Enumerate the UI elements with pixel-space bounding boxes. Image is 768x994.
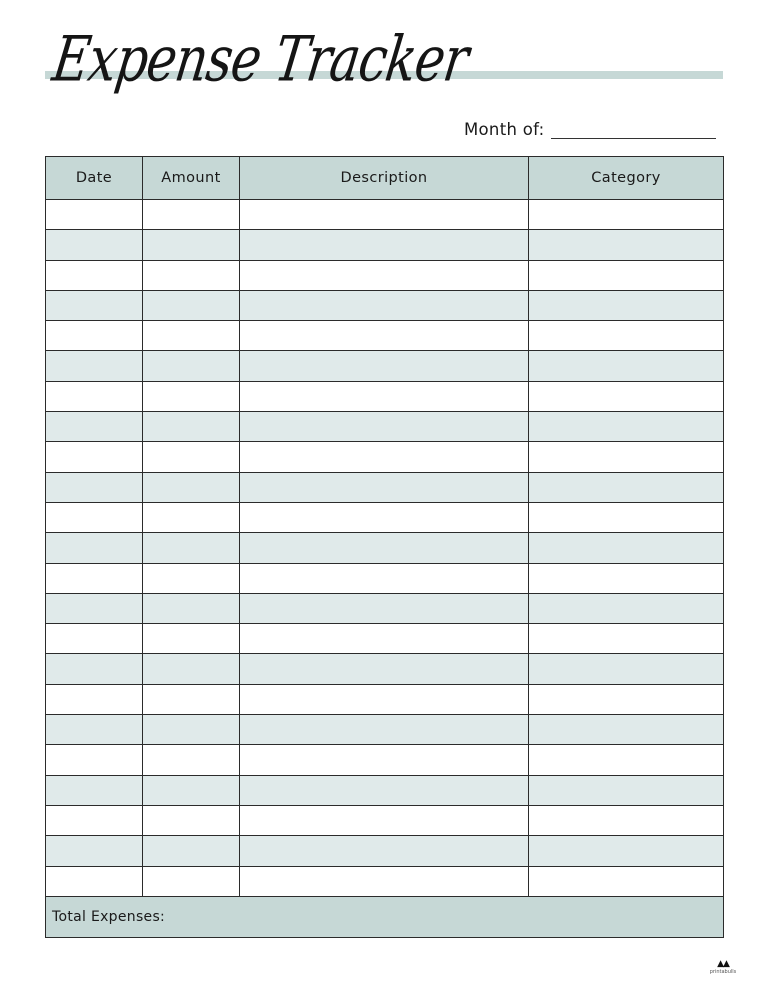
cell-date[interactable] bbox=[46, 290, 143, 320]
cell-category[interactable] bbox=[529, 563, 724, 593]
cell-category[interactable] bbox=[529, 260, 724, 290]
cell-category[interactable] bbox=[529, 200, 724, 230]
cell-date[interactable] bbox=[46, 502, 143, 532]
table-row bbox=[46, 472, 724, 502]
table-row bbox=[46, 775, 724, 805]
cell-category[interactable] bbox=[529, 351, 724, 381]
cell-category[interactable] bbox=[529, 442, 724, 472]
cell-category[interactable] bbox=[529, 805, 724, 835]
cell-date[interactable] bbox=[46, 351, 143, 381]
cell-amount[interactable] bbox=[143, 836, 240, 866]
cell-amount[interactable] bbox=[143, 654, 240, 684]
cell-category[interactable] bbox=[529, 230, 724, 260]
cell-date[interactable] bbox=[46, 805, 143, 835]
cell-amount[interactable] bbox=[143, 624, 240, 654]
cell-description[interactable] bbox=[240, 290, 529, 320]
cell-amount[interactable] bbox=[143, 472, 240, 502]
total-expenses-cell[interactable] bbox=[46, 896, 724, 937]
cell-date[interactable] bbox=[46, 533, 143, 563]
cell-date[interactable] bbox=[46, 321, 143, 351]
cell-date[interactable] bbox=[46, 684, 143, 714]
cell-category[interactable] bbox=[529, 654, 724, 684]
table-row bbox=[46, 381, 724, 411]
cell-date[interactable] bbox=[46, 412, 143, 442]
cell-description[interactable] bbox=[240, 715, 529, 745]
cell-description[interactable] bbox=[240, 442, 529, 472]
total-expenses-label: Total Expenses: bbox=[52, 908, 166, 925]
cell-description[interactable] bbox=[240, 624, 529, 654]
total-expenses-row bbox=[46, 896, 724, 937]
cell-amount[interactable] bbox=[143, 533, 240, 563]
table-row bbox=[46, 412, 724, 442]
cell-description[interactable] bbox=[240, 472, 529, 502]
cell-category[interactable] bbox=[529, 593, 724, 623]
bulls-icon: ▲▲ bbox=[717, 959, 729, 969]
table-row bbox=[46, 200, 724, 230]
cell-description[interactable] bbox=[240, 502, 529, 532]
cell-description[interactable] bbox=[240, 836, 529, 866]
cell-description[interactable] bbox=[240, 351, 529, 381]
column-header-amount: Amount bbox=[143, 157, 240, 200]
cell-amount[interactable] bbox=[143, 381, 240, 411]
page-title: Expense Tracker bbox=[48, 23, 473, 96]
cell-description[interactable] bbox=[240, 321, 529, 351]
cell-category[interactable] bbox=[529, 836, 724, 866]
table-row bbox=[46, 442, 724, 472]
table-row bbox=[46, 715, 724, 745]
cell-amount[interactable] bbox=[143, 502, 240, 532]
cell-date[interactable] bbox=[46, 715, 143, 745]
column-header-date: Date bbox=[46, 157, 143, 200]
month-of-field bbox=[464, 120, 716, 139]
logo-text: printabulls bbox=[709, 969, 737, 975]
cell-date[interactable] bbox=[46, 563, 143, 593]
cell-description[interactable] bbox=[240, 563, 529, 593]
cell-date[interactable] bbox=[46, 381, 143, 411]
cell-description[interactable] bbox=[240, 230, 529, 260]
cell-amount[interactable] bbox=[143, 351, 240, 381]
cell-date[interactable] bbox=[46, 775, 143, 805]
table-row bbox=[46, 593, 724, 623]
cell-amount[interactable] bbox=[143, 200, 240, 230]
cell-description[interactable] bbox=[240, 260, 529, 290]
printabulls-logo bbox=[708, 960, 738, 975]
cell-amount[interactable] bbox=[143, 412, 240, 442]
cell-category[interactable] bbox=[529, 775, 724, 805]
cell-date[interactable] bbox=[46, 866, 143, 896]
cell-category[interactable] bbox=[529, 412, 724, 442]
cell-date[interactable] bbox=[46, 593, 143, 623]
cell-category[interactable] bbox=[529, 684, 724, 714]
cell-date[interactable] bbox=[46, 624, 143, 654]
cell-description[interactable] bbox=[240, 775, 529, 805]
table-row bbox=[46, 290, 724, 320]
table-row bbox=[46, 684, 724, 714]
cell-date[interactable] bbox=[46, 230, 143, 260]
cell-description[interactable] bbox=[240, 200, 529, 230]
table-row bbox=[46, 533, 724, 563]
month-of-input-line[interactable] bbox=[551, 122, 716, 139]
cell-category[interactable] bbox=[529, 290, 724, 320]
cell-description[interactable] bbox=[240, 654, 529, 684]
cell-description[interactable] bbox=[240, 866, 529, 896]
expense-table bbox=[45, 156, 724, 938]
cell-amount[interactable] bbox=[143, 805, 240, 835]
cell-amount[interactable] bbox=[143, 775, 240, 805]
cell-description[interactable] bbox=[240, 593, 529, 623]
cell-description[interactable] bbox=[240, 381, 529, 411]
table-row bbox=[46, 260, 724, 290]
table-row bbox=[46, 836, 724, 866]
table-row bbox=[46, 321, 724, 351]
cell-category[interactable] bbox=[529, 866, 724, 896]
table-row bbox=[46, 805, 724, 835]
column-header-category: Category bbox=[529, 157, 724, 200]
table-row bbox=[46, 563, 724, 593]
cell-category[interactable] bbox=[529, 745, 724, 775]
cell-amount[interactable] bbox=[143, 684, 240, 714]
cell-category[interactable] bbox=[529, 321, 724, 351]
month-of-label: Month of: bbox=[464, 120, 545, 139]
cell-description[interactable] bbox=[240, 533, 529, 563]
cell-date[interactable] bbox=[46, 260, 143, 290]
cell-description[interactable] bbox=[240, 805, 529, 835]
table-row bbox=[46, 351, 724, 381]
cell-category[interactable] bbox=[529, 715, 724, 745]
cell-description[interactable] bbox=[240, 745, 529, 775]
cell-category[interactable] bbox=[529, 624, 724, 654]
cell-description[interactable] bbox=[240, 684, 529, 714]
cell-amount[interactable] bbox=[143, 442, 240, 472]
cell-category[interactable] bbox=[529, 472, 724, 502]
cell-date[interactable] bbox=[46, 442, 143, 472]
column-header-description: Description bbox=[240, 157, 529, 200]
cell-amount[interactable] bbox=[143, 745, 240, 775]
table-row bbox=[46, 230, 724, 260]
table-row bbox=[46, 654, 724, 684]
cell-amount[interactable] bbox=[143, 321, 240, 351]
cell-category[interactable] bbox=[529, 533, 724, 563]
cell-amount[interactable] bbox=[143, 593, 240, 623]
cell-amount[interactable] bbox=[143, 563, 240, 593]
table-row bbox=[46, 502, 724, 532]
table-header-row bbox=[46, 157, 724, 200]
cell-date[interactable] bbox=[46, 654, 143, 684]
cell-description[interactable] bbox=[240, 412, 529, 442]
cell-amount[interactable] bbox=[143, 290, 240, 320]
cell-date[interactable] bbox=[46, 200, 143, 230]
cell-amount[interactable] bbox=[143, 230, 240, 260]
cell-date[interactable] bbox=[46, 472, 143, 502]
cell-amount[interactable] bbox=[143, 866, 240, 896]
cell-category[interactable] bbox=[529, 502, 724, 532]
cell-date[interactable] bbox=[46, 745, 143, 775]
cell-category[interactable] bbox=[529, 381, 724, 411]
cell-amount[interactable] bbox=[143, 715, 240, 745]
table-row bbox=[46, 745, 724, 775]
table-row bbox=[46, 866, 724, 896]
cell-date[interactable] bbox=[46, 836, 143, 866]
cell-amount[interactable] bbox=[143, 260, 240, 290]
table-row bbox=[46, 624, 724, 654]
